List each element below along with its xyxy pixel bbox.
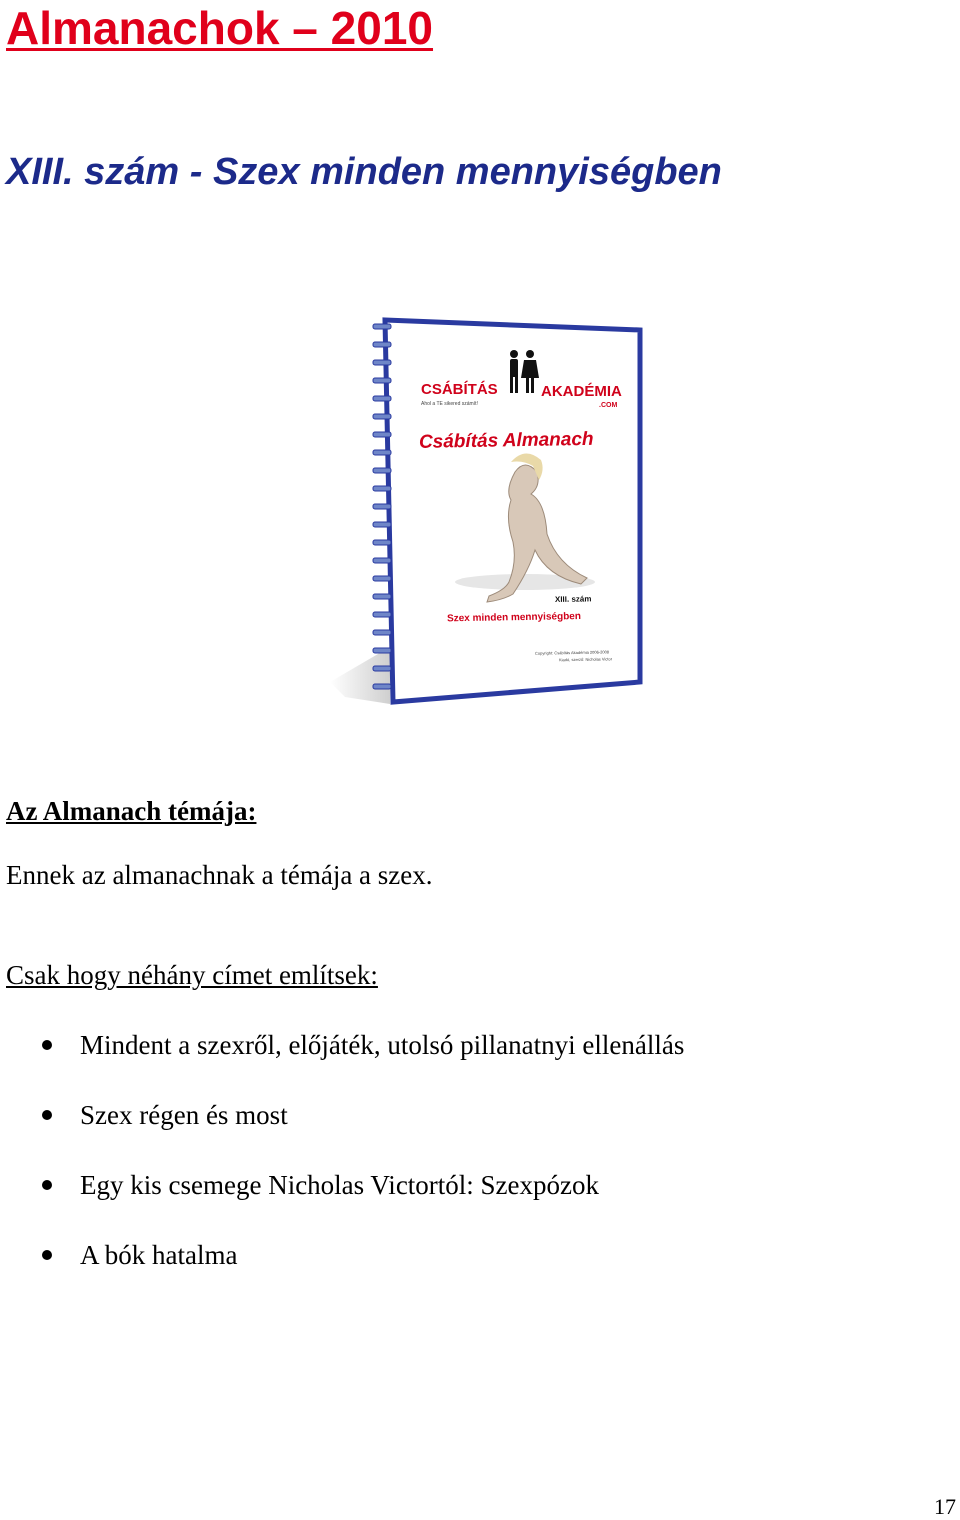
list-intro: Csak hogy néhány címet említsek: [6, 960, 378, 990]
spiral-binding [373, 324, 391, 689]
cover-brand-suffix: .COM [599, 402, 618, 409]
cover-shadow [330, 647, 390, 704]
cover-issue-title: Szex minden mennyiségben [446, 611, 582, 625]
bullet-icon [42, 1110, 52, 1120]
bullet-icon [42, 1180, 52, 1190]
page-number: 17 [934, 1494, 956, 1519]
list-item-text: A bók hatalma [80, 1240, 238, 1270]
cover-tagline: Ahol a TE sikered számít! [421, 401, 478, 407]
list-item-text: Egy kis csemege Nicholas Victortól: Szexpózok [80, 1170, 600, 1200]
bullet-icon [42, 1040, 52, 1050]
cover-issue: XIII. szám [554, 594, 592, 604]
cover-book-title: Csábítás Almanach [418, 428, 594, 453]
bullet-icon [42, 1250, 52, 1260]
cover-copyright-1: Copyright: Csábítás Akadémia 2006-2008 [534, 649, 610, 656]
cover-copyright-2: Kiadó, szerző: Nicholas Victor [558, 656, 613, 663]
list-item-text: Mindent a szexről, előjáték, utolsó pillanatnyi ellenállás [80, 1030, 685, 1060]
section-title: Az Almanach témája: [6, 796, 257, 826]
topic-paragraph: Ennek az almanachnak a témája a szex. [6, 860, 433, 890]
cover-brand-left: CSÁBÍTÁS [421, 381, 498, 398]
list-item-text: Szex régen és most [80, 1100, 288, 1130]
issue-subtitle: XIII. szám - Szex minden mennyiségben [6, 151, 722, 193]
almanach-cover-image [325, 312, 655, 710]
cover-brand-right: AKADÉMIA [541, 383, 622, 400]
page-title: Almanachok – 2010 [6, 2, 434, 54]
